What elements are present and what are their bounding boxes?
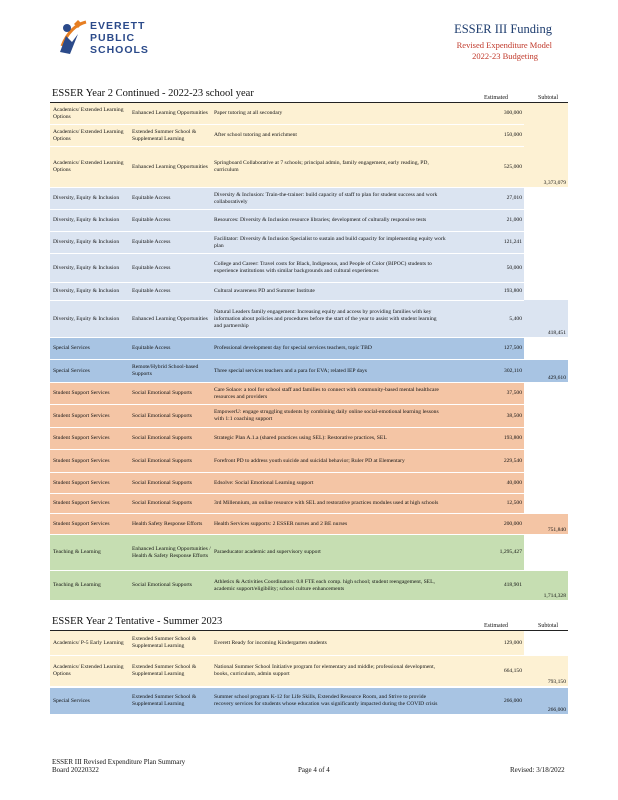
logo-line-1: EVERETT [90, 20, 146, 32]
description-cell: Care Solace: a tool for school staff and families to connect with community-based mental healthcare resources and providers [214, 386, 439, 400]
focus-area-cell: Enhanced Learning Opportunities [132, 315, 208, 322]
amount-cell: 127,500 [503, 345, 522, 351]
description-cell: EmpowerU: engage struggling students by combining daily online social-emotional learning lessons with 1:1 coaching support [214, 409, 439, 422]
focus-area-cell: Equitable Access [132, 264, 171, 271]
table-row [50, 494, 524, 513]
focus-area-cell: Social Emotional Supports [132, 479, 192, 486]
amount-cell: 266,000 [503, 697, 522, 704]
footer-board-ref: Board 20220322 [52, 766, 99, 774]
section-title: ESSER Year 2 Continued - 2022-23 school year [52, 88, 254, 99]
amount-cell: 38,500 [506, 412, 522, 419]
focus-area-cell: Enhanced Learning Opportunities / Health & Safety Response Efforts [132, 545, 211, 559]
description-cell: Edsolve: Social Emotional Learning support [214, 479, 314, 486]
description-cell: Three special services teachers and a para for EVA; related IEP days [214, 367, 367, 374]
focus-area-cell: Equitable Access [132, 217, 171, 223]
logo-line-3: SCHOOLS [90, 44, 149, 56]
table-row [50, 232, 524, 253]
page-title: ESSER III Funding [454, 22, 552, 36]
category-cell: Diversity, Equity & Inclusion [53, 288, 120, 294]
description-cell: Paraeducator academic and supervisory support [214, 549, 321, 555]
table-row [50, 535, 524, 570]
category-cell: Student Support Services [53, 500, 110, 506]
description-cell: Resources: Diversity & Inclusion resource libraries; development of culturally responsive tests [214, 217, 427, 223]
table-row [50, 656, 524, 686]
table-row [50, 631, 524, 655]
focus-area-cell: Social Emotional Supports [132, 390, 192, 396]
amount-cell: 27,010 [506, 195, 522, 201]
focus-area-cell: Extended Summer School & Supplemental Learning [132, 636, 197, 649]
focus-area-cell: Extended Summer School & Supplemental Learning [132, 694, 197, 707]
column-header-subtotal: Subtotal [538, 95, 559, 101]
description-cell: Natural Leaders family engagement: Increasing equity and access by providing families with key information about policies and procedures before the start of the year to assist with student learning and partnership [214, 308, 437, 329]
table-row [50, 283, 524, 300]
table-row [50, 188, 524, 209]
table-row [50, 383, 524, 404]
category-cell: Student Support Services [53, 435, 110, 441]
amount-cell: 229,540 [503, 457, 522, 464]
category-cell: Academics/ P-5 Early Learning [53, 639, 124, 646]
page-number: Page 4 of 4 [298, 766, 330, 774]
description-cell: Everett Ready for incoming Kindergarten students [214, 639, 327, 646]
subtotal-cell: 418,451 [524, 300, 568, 337]
description-cell: Summer school program K-12 for Life Skills, Extended Resource Room, and Strive to provide recovery services for students whose education was significantly impacted during the COVID crisis [214, 694, 438, 707]
description-cell: After school tutoring and enrichment [214, 132, 297, 138]
focus-area-cell: Equitable Access [132, 195, 171, 201]
description-cell: 3rd Millennium, an online resource with SEL and restorative practices modules used at high schools [214, 500, 439, 506]
subtotal-cell: 751,840 [524, 514, 568, 534]
amount-cell: 525,000 [503, 163, 522, 170]
amount-cell: 302,110 [504, 367, 522, 374]
description-cell: Diversity & Inclusion: Train-the-trainer: build capacity of staff to plan for student success and work collaboratively [214, 191, 438, 205]
description-cell: Springboard Collaborative at 7 schools; principal admin, family engagement, early reading, PD, curriculum [214, 160, 429, 173]
amount-cell: 664,150 [503, 667, 522, 674]
category-cell: Diversity, Equity & Inclusion [53, 264, 120, 271]
focus-area-cell: Enhanced Learning Opportunities [132, 163, 208, 170]
focus-area-cell: Enhanced Learning Opportunities [132, 110, 208, 116]
amount-cell: 12,500 [506, 500, 522, 506]
amount-cell: 193,800 [503, 435, 522, 441]
table-row [50, 450, 524, 472]
description-cell: Forefront PD to address youth suicide and suicidal behavior; Ruler PD at Elementary [214, 457, 405, 464]
amount-cell: 193,800 [503, 288, 522, 294]
table-row [50, 360, 524, 382]
footer-doc-title: ESSER III Revised Expenditure Plan Summary [52, 758, 186, 766]
table-row [50, 125, 524, 146]
category-cell: Academics/ Extended Learning Options [53, 160, 124, 173]
logo-figure-icon [56, 16, 90, 56]
focus-area-cell: Extended Summer School & Supplemental Learning [132, 664, 197, 677]
amount-cell: 40,000 [506, 479, 522, 486]
table-row [50, 571, 524, 600]
focus-area-cell: Equitable Access [132, 239, 171, 245]
category-cell: Diversity, Equity & Inclusion [53, 315, 120, 322]
page-header [454, 22, 552, 61]
description-cell: Professional development day for special services teachers, topic TBD [214, 345, 372, 351]
description-cell: Strategic Plan A.1.a (shared practices using SEL): Restorative practices, SEL [214, 435, 387, 441]
column-header-estimated: Estimated [484, 623, 508, 629]
focus-area-cell: Equitable Access [132, 345, 171, 351]
table-row [50, 338, 524, 359]
column-header-estimated: Estimated [484, 95, 508, 101]
amount-cell: 50,000 [506, 264, 522, 271]
category-cell: Special Services [53, 367, 90, 374]
focus-area-cell: Remote/Hybrid School-based Supports [132, 364, 199, 377]
amount-cell: 1,295,427 [499, 549, 522, 555]
category-cell: Diversity, Equity & Inclusion [53, 239, 120, 245]
category-cell: Diversity, Equity & Inclusion [53, 217, 120, 223]
logo-line-2: PUBLIC [90, 32, 136, 44]
amount-cell: 121,241 [503, 239, 522, 245]
amount-cell: 21,000 [506, 217, 522, 223]
district-logo [56, 16, 176, 68]
revised-date: Revised: 3/18/2022 [510, 766, 565, 774]
category-cell: Student Support Services [53, 390, 110, 396]
column-header-subtotal: Subtotal [538, 623, 559, 629]
category-cell: Teaching & Learning [53, 582, 101, 588]
subtotal-cell: 266,000 [524, 688, 568, 714]
description-cell: Athletics & Activities Coordinators: 0.8 FTE each comp. high school; student reengagement, SEL, academic support/eligibility; school culture enhancements [214, 578, 435, 592]
table-row [50, 103, 524, 124]
category-cell: Student Support Services [53, 520, 110, 527]
page-subtitle: Revised Expenditure Model [456, 40, 552, 50]
category-cell: Student Support Services [53, 412, 110, 419]
subtotal-cell: 429,610 [524, 360, 568, 382]
description-cell: Facilitator: Diversity & Inclusion Specialist to sustain and build capacity for implementing equity work plan [214, 235, 446, 249]
focus-area-cell: Health Safety Response Efforts [132, 520, 203, 527]
page-subtitle-2: 2022-23 Budgeting [472, 51, 538, 61]
table-row [50, 147, 524, 187]
amount-cell: 5,400 [509, 315, 522, 322]
amount-cell: 300,000 [503, 110, 522, 116]
focus-area-cell: Social Emotional Supports [132, 500, 192, 506]
category-cell: Special Services [53, 697, 90, 704]
category-cell: Academics/ Extended Learning Options [53, 128, 124, 142]
description-cell: College and Career: Travel costs for Black, Indigenous, and People of Color (BIPOC) students to experience institutions with similar backgrounds and cultural experiences [214, 261, 432, 274]
focus-area-cell: Social Emotional Supports [132, 435, 192, 441]
table-row [50, 405, 524, 427]
amount-cell: 37,500 [506, 390, 522, 396]
subtotal-cell: 1,714,328 [524, 571, 568, 600]
amount-cell: 150,000 [503, 132, 522, 138]
table-row [50, 210, 524, 231]
amount-cell: 200,000 [503, 520, 522, 527]
amount-cell: 418,901 [503, 582, 522, 588]
description-cell: Cultural awareness PD and Summer Institute [214, 288, 315, 294]
focus-area-cell: Extended Summer School & Supplemental Learning [132, 128, 197, 142]
table-row [50, 514, 524, 534]
table-row [50, 688, 524, 714]
category-cell: Teaching & Learning [53, 549, 101, 555]
category-cell: Academics/ Extended Learning Options [53, 106, 124, 120]
subtotal-cell: 3,373,079 [524, 103, 568, 187]
table-row [50, 254, 524, 282]
category-cell: Academics/ Extended Learning Options [53, 664, 124, 677]
focus-area-cell: Equitable Access [132, 288, 171, 294]
subtotal-cell: 793,150 [524, 656, 568, 686]
category-cell: Student Support Services [53, 479, 110, 486]
description-cell: Health Services supports: 2 ESSER nurses and 2 BE nurses [214, 520, 348, 527]
category-cell: Special Services [53, 345, 90, 351]
table-row [50, 428, 524, 449]
description-cell: National Summer School Initiative program for elementary and middle; professional development, books, curriculum, admin support [214, 664, 436, 677]
focus-area-cell: Social Emotional Supports [132, 582, 192, 588]
description-cell: Paper tutoring at all secondary [214, 110, 283, 116]
category-cell: Diversity, Equity & Inclusion [53, 195, 120, 201]
table-row [50, 301, 524, 337]
focus-area-cell: Social Emotional Supports [132, 457, 192, 464]
amount-cell: 129,000 [503, 639, 522, 646]
focus-area-cell: Social Emotional Supports [132, 412, 192, 419]
section-title: ESSER Year 2 Tentative - Summer 2023 [52, 616, 223, 627]
table-row [50, 473, 524, 493]
category-cell: Student Support Services [53, 457, 110, 464]
